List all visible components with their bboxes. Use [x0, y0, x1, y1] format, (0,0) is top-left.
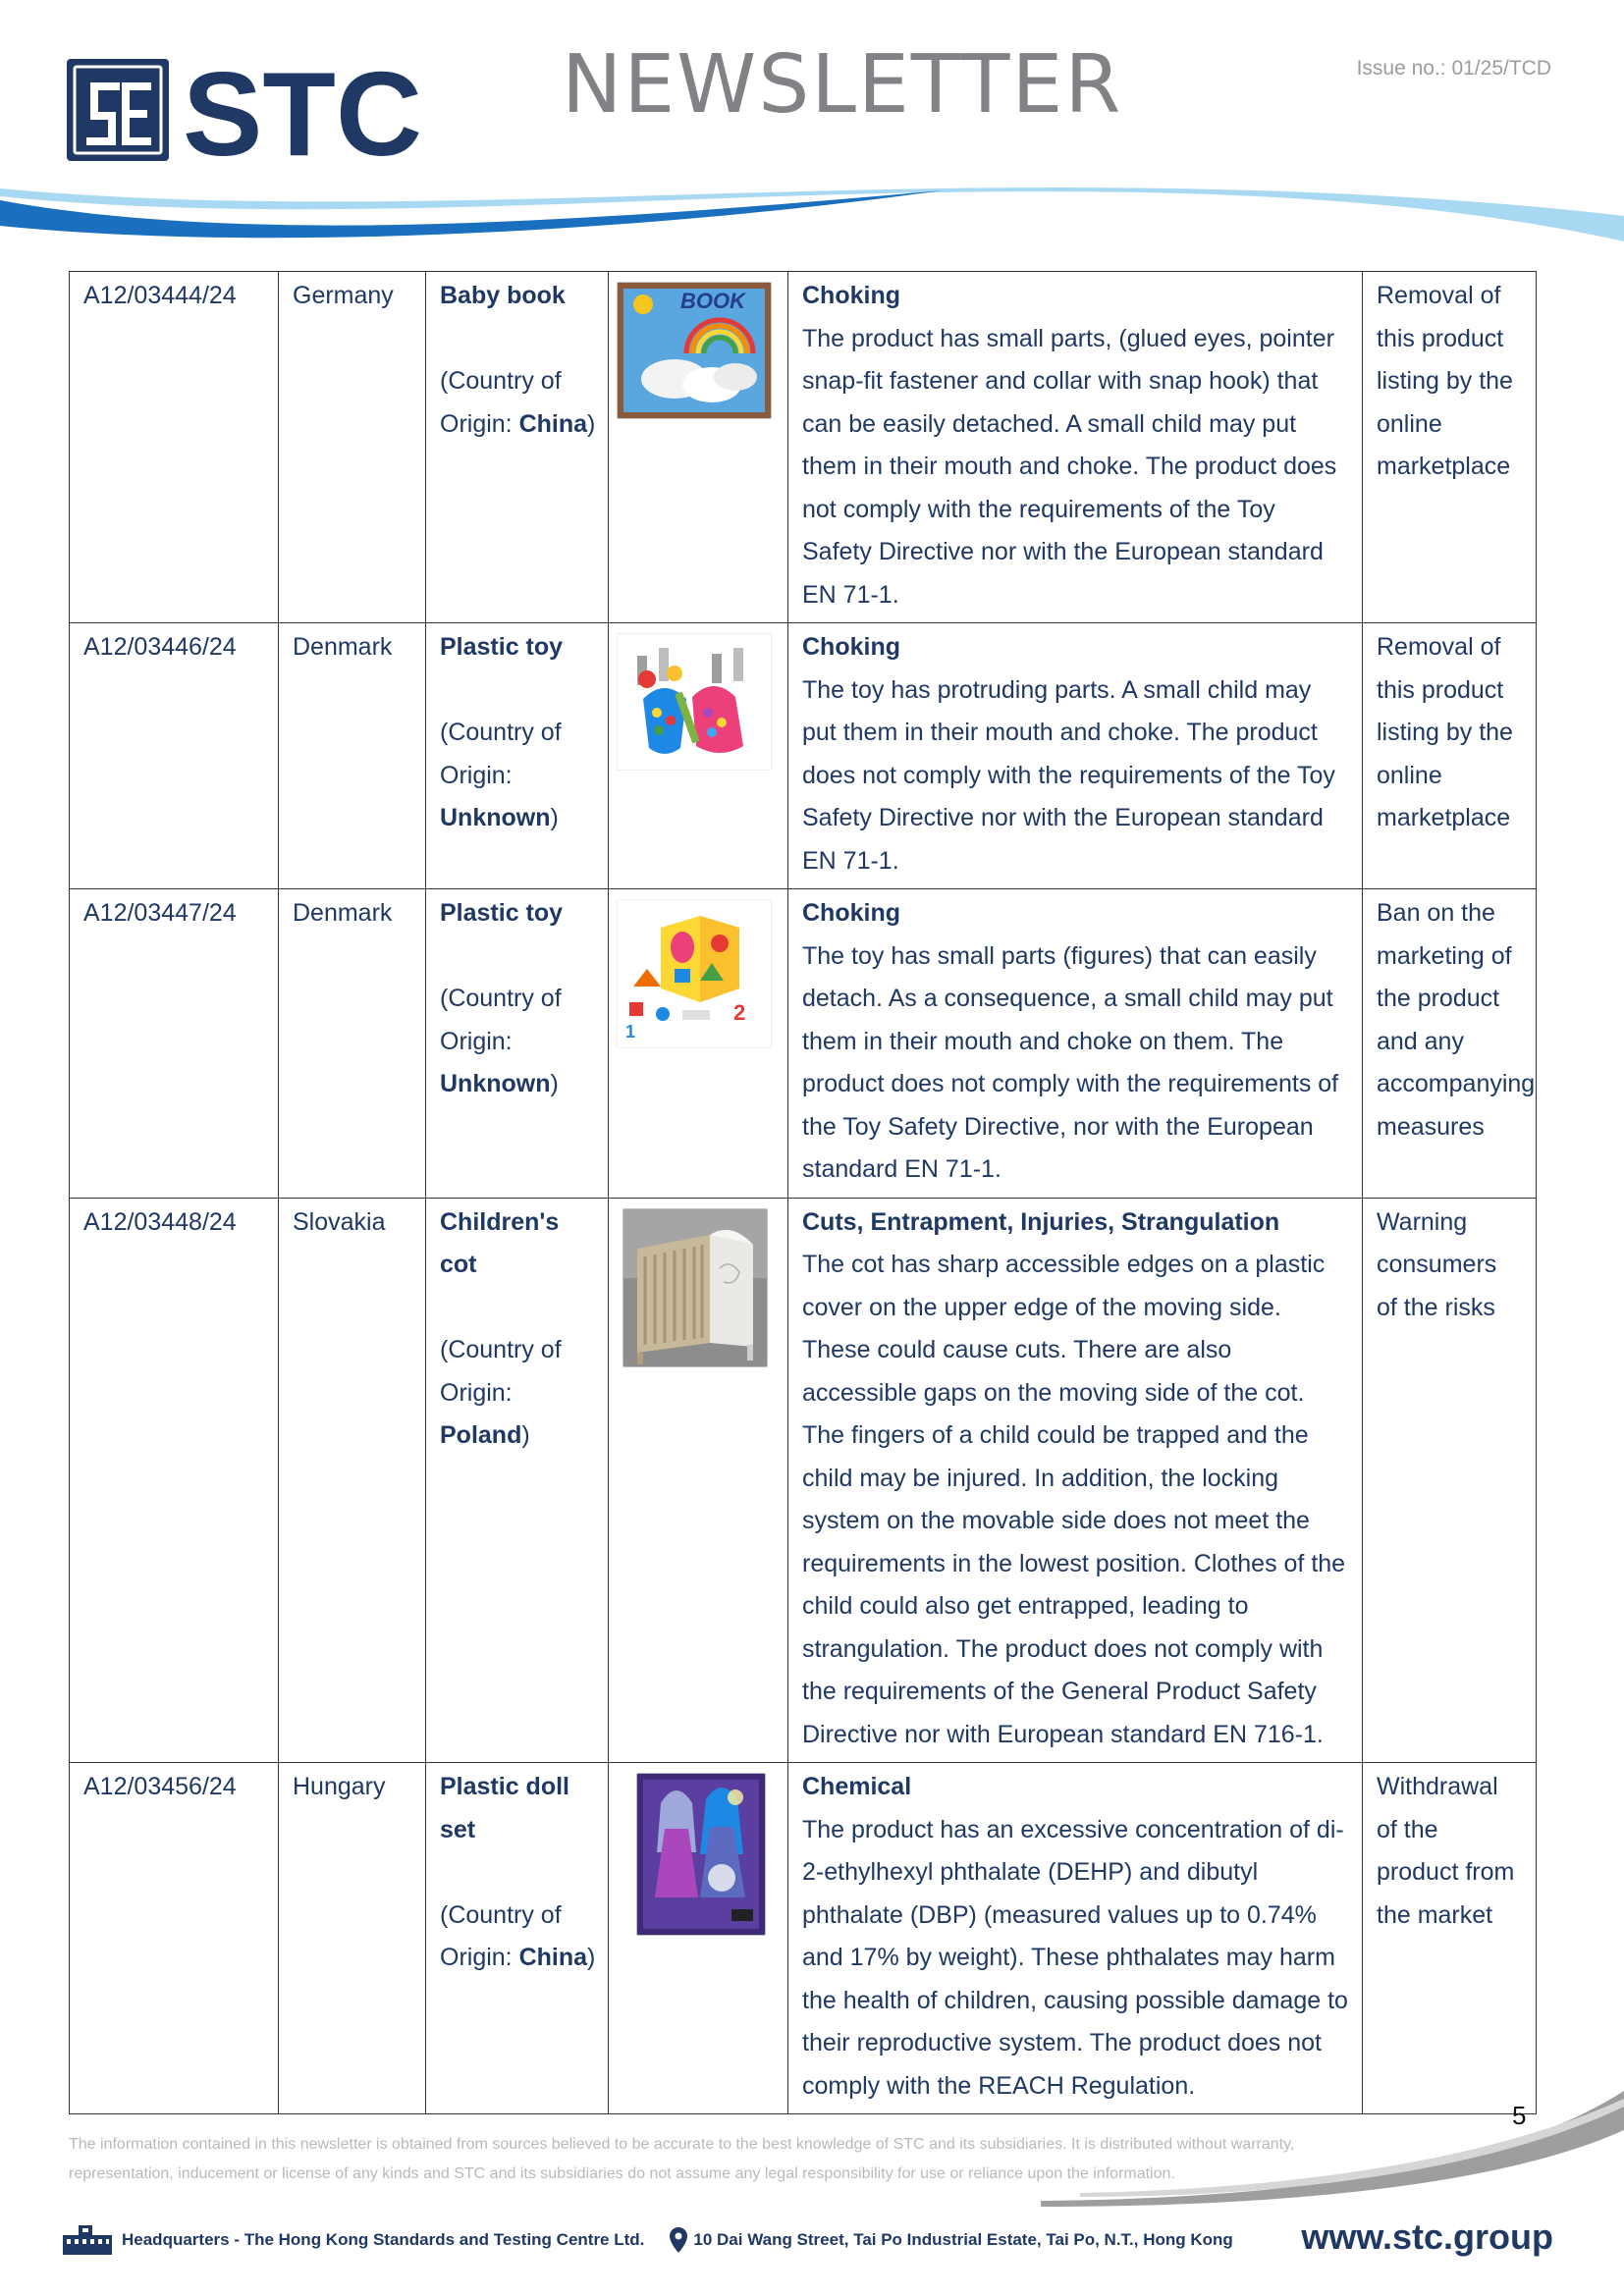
- measures-taken: Removal of this product listing by the online marketplace: [1363, 623, 1537, 889]
- risk-type: Chemical: [802, 1773, 912, 1800]
- recall-table: [69, 271, 1537, 2114]
- header-wave-decoration: [0, 187, 1624, 255]
- plastic-doll-set-image: [636, 1773, 766, 1936]
- product-cell: [426, 1198, 609, 1763]
- risk-description: The toy has small parts (figures) that can easily detach. As a consequence, a small child may put them in their mouth and choke on them. The product does not comply with the requirements of the Toy Safety Directive, nor with the European standard EN 71-1.: [802, 941, 1339, 1183]
- measures-taken: Removal of this product listing by the online marketplace: [1363, 272, 1537, 623]
- table-row: [70, 1763, 1537, 2114]
- disclaimer-text: The information contained in this newsletter is obtained from sources believed to be accurate to the best knowledge of STC and its subsidiaries. It is distributed without warranty, representation, inducement or license of any kinds and STC and its subsidiaries do not assume any legal responsibility for use or reliance upon the information.: [69, 2136, 1295, 2182]
- risk-description: The cot has sharp accessible edges on a plastic cover on the upper edge of the moving side. These could cause cuts. There are also accessible gaps on the moving side of the cot. The fingers of a child could be trapped and the child may be injured. In addition, the locking system on the movable side does not meet the requirements in the lowest position. Clothes of the child could also get entrapped, leading to strangulation. The product does not comply with the requirements of the General Product Safety Directive nor with European standard EN 716-1.: [802, 1251, 1346, 1748]
- page-number: 5: [1512, 2101, 1527, 2130]
- product-cell: [426, 272, 609, 623]
- headquarters-line: [63, 2220, 1233, 2260]
- svg-text:1: 1: [625, 1022, 636, 1041]
- product-image-cell: [609, 1198, 788, 1763]
- country-of-origin: (Country of Origin: Unknown): [440, 985, 562, 1097]
- notifying-country: Slovakia: [279, 1198, 426, 1763]
- childrens-cot-image: [623, 1208, 768, 1367]
- risk-type: Cuts, Entrapment, Injuries, Strangulation: [802, 1207, 1280, 1236]
- svg-text:2: 2: [733, 1000, 746, 1025]
- risk-type: Choking: [802, 282, 900, 309]
- stc-logo: [67, 57, 460, 163]
- country-of-origin: (Country of Origin: China): [440, 367, 596, 438]
- product-image-cell: [609, 272, 788, 623]
- risk-description: The product has small parts, (glued eyes, pointer snap-fit fastener and collar with snap hook) that can be easily detached. A small child may put them in their mouth and choke. The product does not comply with the requirements of the Toy Safety Directive nor with the European standard EN 71-1.: [802, 324, 1337, 609]
- risk-cell: [788, 1763, 1363, 2114]
- country-of-origin: (Country of Origin: Unknown): [440, 719, 562, 831]
- table-row: [70, 889, 1537, 1199]
- reference-number: A12/03444/24: [70, 272, 279, 623]
- location-pin-icon: [670, 2227, 687, 2253]
- notifying-country: Hungary: [279, 1763, 426, 2114]
- measures-taken: Warning consumers of the risks: [1363, 1198, 1537, 1763]
- product-name: Plastic doll set: [440, 1773, 569, 1843]
- building-icon: [63, 2225, 112, 2255]
- product-name: Baby book: [440, 282, 566, 309]
- risk-cell: [788, 1198, 1363, 1763]
- table-row: [70, 1198, 1537, 1763]
- risk-type: Choking: [802, 633, 900, 661]
- country-of-origin: (Country of Origin: China): [440, 1900, 596, 1971]
- reference-number: A12/03446/24: [70, 623, 279, 889]
- risk-description: The toy has protruding parts. A small child may put them in their mouth and choke. The product does not comply with the requirements of the Toy Safety Directive nor with the European standard EN 71-1.: [802, 675, 1335, 875]
- risk-cell: [788, 623, 1363, 889]
- risk-type: Choking: [802, 899, 900, 927]
- product-name: Children's cot: [440, 1207, 560, 1278]
- risk-description: The product has an excessive concentration of di-2-ethylhexyl phthalate (DEHP) and dibutyl phthalate (DBP) (measured values up to 0.74% and 17% by weight). These phthalates may harm the health of children, causing possible damage to their reproductive system. The product does not comply with the REACH Regulation.: [802, 1815, 1348, 2100]
- product-name: Plastic toy: [440, 899, 564, 927]
- address-text: 10 Dai Wang Street, Tai Po Industrial Estate, Tai Po, N.T., Hong Kong: [693, 2230, 1233, 2249]
- logo-text: STC: [183, 57, 422, 163]
- reference-number: A12/03448/24: [70, 1198, 279, 1763]
- risk-cell: [788, 272, 1363, 623]
- newsletter-title: NEWSLETTER: [562, 38, 1123, 132]
- table-row: [70, 272, 1537, 623]
- website-link[interactable]: www.stc.group: [1301, 2216, 1553, 2257]
- baby-book-image: [617, 282, 772, 419]
- reference-number: A12/03456/24: [70, 1763, 279, 2114]
- product-image-cell: [609, 623, 788, 889]
- country-of-origin: (Country of Origin: Poland): [440, 1336, 562, 1449]
- issue-number: Issue no.: 01/25/TCD: [1356, 57, 1551, 80]
- product-image-cell: [609, 1763, 788, 2114]
- notifying-country: Denmark: [279, 889, 426, 1199]
- measures-taken: Ban on the marketing of the product and any accompanying measures: [1363, 889, 1537, 1199]
- product-image-cell: [609, 889, 788, 1199]
- product-name: Plastic toy: [440, 633, 564, 661]
- headquarters-text: Headquarters - The Hong Kong Standards and Testing Centre Ltd.: [122, 2230, 645, 2249]
- measures-taken: Withdrawal of the product from the market: [1363, 1763, 1537, 2114]
- table-row: [70, 623, 1537, 889]
- product-cell: [426, 889, 609, 1199]
- notifying-country: Germany: [279, 272, 426, 623]
- risk-cell: [788, 889, 1363, 1199]
- product-cell: [426, 1763, 609, 2114]
- notifying-country: Denmark: [279, 623, 426, 889]
- product-cell: [426, 623, 609, 889]
- svg-text:BOOK: BOOK: [680, 289, 745, 313]
- reference-number: A12/03447/24: [70, 889, 279, 1199]
- plastic-toy-cube-image: [617, 899, 772, 1048]
- plastic-toy-keys-image: [617, 633, 772, 771]
